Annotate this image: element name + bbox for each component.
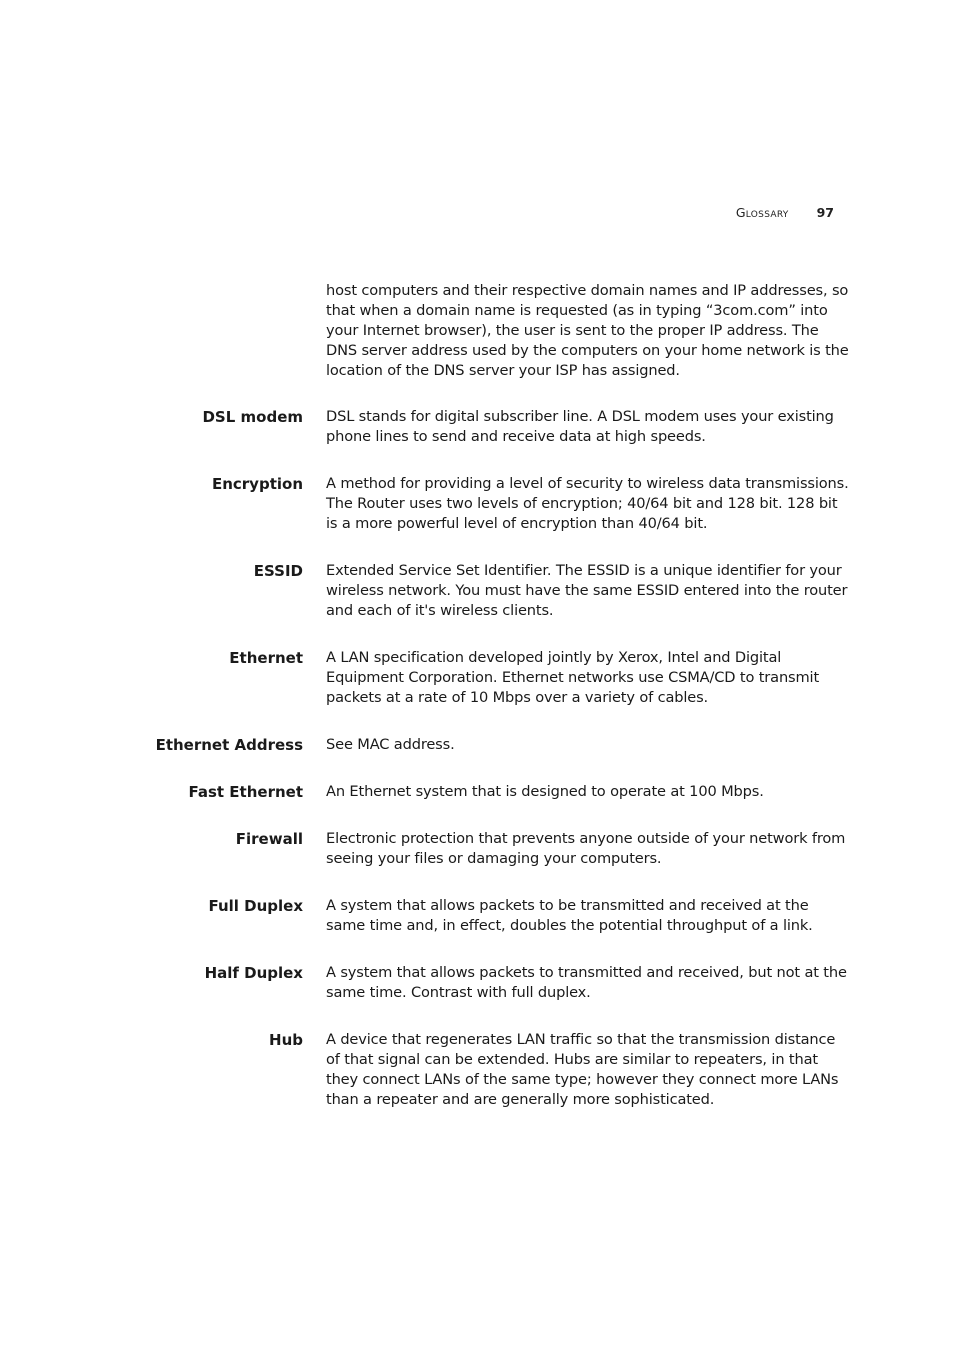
glossary-term: [150, 281, 326, 381]
glossary-definition: host computers and their respective domain names and IP addresses, so that when a domain name is requested (as in typing “3com.com” into your Internet browser), the user is sent to the proper IP address. The DNS server address used by the computers on your home network is the location of the DNS server your ISP has assigned.: [326, 282, 849, 379]
glossary-entry: [150, 782, 850, 802]
glossary-list: [150, 281, 850, 1137]
glossary-entry: [150, 648, 850, 708]
glossary-definition: A LAN specification developed jointly by Xerox, Intel and Digital Equipment Corporation. Ethernet networks use CSMA/CD to transmit packets at a rate of 10 Mbps over a variety of cables.: [326, 649, 820, 706]
glossary-entry: [150, 963, 850, 1003]
glossary-entry: [150, 561, 850, 621]
glossary-entry: [150, 474, 850, 534]
glossary-term: Full Duplex: [208, 897, 303, 915]
glossary-definition: Extended Service Set Identifier. The ESSID is a unique identifier for your wireless network. You must have the same ESSID entered into the router and each of it's wireless clients.: [326, 562, 848, 619]
glossary-term: ESSID: [253, 562, 303, 580]
glossary-definition: Electronic protection that prevents anyone outside of your network from seeing your files or damaging your computers.: [326, 830, 846, 867]
glossary-term: DSL modem: [202, 408, 303, 426]
glossary-entry: [150, 829, 850, 869]
page-number: 97: [816, 205, 834, 220]
glossary-definition: A system that allows packets to be transmitted and received at the same time and, in effect, doubles the potential throughput of a link.: [326, 897, 813, 934]
glossary-term: Ethernet Address: [155, 736, 303, 754]
glossary-entry: [150, 735, 850, 755]
glossary-term: Hub: [269, 1031, 303, 1049]
glossary-entry: [150, 1030, 850, 1110]
glossary-entry-continuation: [150, 281, 850, 381]
glossary-entry: [150, 407, 850, 447]
glossary-definition: A method for providing a level of security to wireless data transmissions. The Router uses two levels of encryption; 40/64 bit and 128 bit. 128 bit is a more powerful level of encryption than 40/64 bit.: [326, 475, 849, 532]
glossary-term: Encryption: [211, 475, 303, 493]
glossary-definition: A device that regenerates LAN traffic so that the transmission distance of that signal can be extended. Hubs are similar to repeaters, in that they connect LANs of the same type; however they connect more LANs than a repeater and are generally more sophisticated.: [326, 1031, 839, 1108]
glossary-definition: An Ethernet system that is designed to operate at 100 Mbps.: [326, 783, 764, 800]
glossary-entry: [150, 896, 850, 936]
section-title: Glossary: [735, 205, 789, 220]
glossary-definition: DSL stands for digital subscriber line. A DSL modem uses your existing phone lines to send and receive data at high speeds.: [326, 408, 834, 445]
glossary-definition: See MAC address.: [326, 736, 455, 753]
glossary-definition: A system that allows packets to transmitted and received, but not at the same time. Contrast with full duplex.: [326, 964, 847, 1001]
running-header: [600, 205, 834, 220]
glossary-term: Firewall: [235, 830, 303, 848]
glossary-term: Ethernet: [229, 649, 303, 667]
glossary-term: Half Duplex: [204, 964, 303, 982]
glossary-term: Fast Ethernet: [188, 783, 303, 801]
